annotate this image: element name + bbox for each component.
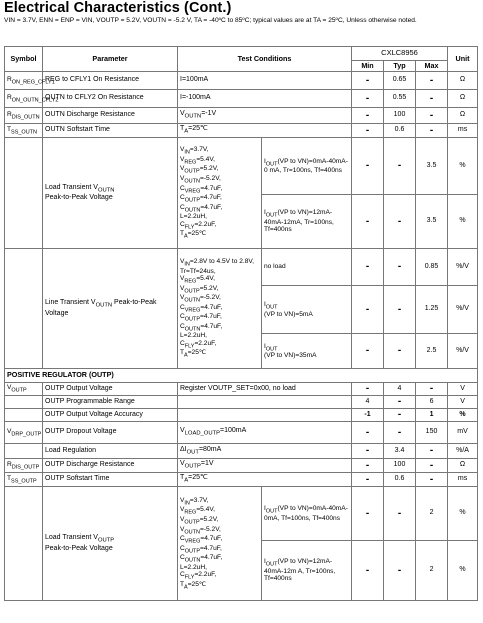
table-row bbox=[5, 422, 478, 444]
min-cell: - bbox=[352, 108, 384, 124]
test-condition-cell bbox=[178, 409, 352, 422]
test-condition-cell: $I_{OUT}(VP$ to VN)=0mA-40mA-0 mA, Tr=100ns, Tf=400ns bbox=[262, 138, 352, 195]
parameter-cell: OUTP Dropout Voltage bbox=[43, 422, 178, 444]
unit-cell: ms bbox=[448, 473, 478, 487]
max-cell: - bbox=[416, 124, 448, 138]
col-max: Max bbox=[416, 61, 448, 72]
parameter-cell: OUTP Discharge Resistance bbox=[43, 459, 178, 473]
min-cell: - bbox=[352, 473, 384, 487]
typ-cell: - bbox=[384, 409, 416, 422]
parameter-cell: OUTP Output Voltage bbox=[43, 383, 178, 396]
col-min: Min bbox=[352, 61, 384, 72]
max-cell: - bbox=[416, 108, 448, 124]
section-header-row bbox=[5, 369, 478, 383]
typ-cell: - bbox=[384, 138, 416, 195]
unit-cell: %/V bbox=[448, 286, 478, 334]
max-cell: - bbox=[416, 383, 448, 396]
table-row bbox=[5, 124, 478, 138]
typ-cell: - bbox=[384, 422, 416, 444]
symbol-cell bbox=[5, 249, 43, 369]
test-condition-cell: no load bbox=[262, 249, 352, 286]
test-condition-cell: $V_{LOAD\_OUTP}=100mA$ bbox=[178, 422, 352, 444]
min-cell: 4 bbox=[352, 396, 384, 409]
col-typ: Typ bbox=[384, 61, 416, 72]
min-cell: - bbox=[352, 422, 384, 444]
typ-cell: - bbox=[384, 487, 416, 541]
parameter-cell: Line Transient $V_{OUTN}$ Peak-to-Peak Voltage bbox=[43, 249, 178, 369]
unit-cell: V bbox=[448, 383, 478, 396]
symbol-cell: $V_{DRP\_OUTP}$ bbox=[5, 422, 43, 444]
table-row bbox=[5, 459, 478, 473]
max-cell: 3.5 bbox=[416, 195, 448, 249]
common-condition-cell: $V_{IN}=3.7V$, $V_{REG}=5.4V$, $V_{OUTP}=5.2V$, $V_{OUTN}=-5.2V$, $C_{VREG}=4.7uF$, $C_{OUTP}=4.7uF$, $C_{OUTN}=4.7uF$, L=2.2uH, $C_{FLY}=2.2uF$, $T_A=25℃$ bbox=[178, 487, 262, 601]
test-condition-cell: $T_A=25℃$ bbox=[178, 473, 352, 487]
parameter-cell: REG to CFLY1 On Resistance bbox=[43, 72, 178, 90]
min-cell: - bbox=[352, 334, 384, 369]
common-condition-cell: $V_{IN}=3.7V$, $V_{REG}=5.4V$, $V_{OUTP}=5.2V$, $V_{OUTN}=-5.2V$, $C_{VREG}=4.7uF$, $C_{OUTP}=4.7uF$, $C_{OUTN}=4.7uF$, L=2.2uH, $C_{FLY}=2.2uF$, $T_A=25℃$ bbox=[178, 138, 262, 249]
table-row bbox=[5, 249, 478, 286]
min-cell: - bbox=[352, 249, 384, 286]
unit-cell: % bbox=[448, 487, 478, 541]
col-parameter: Parameter bbox=[43, 47, 178, 72]
parameter-cell: OUTP Output Voltage Accuracy bbox=[43, 409, 178, 422]
max-cell: - bbox=[416, 72, 448, 90]
test-condition-cell bbox=[178, 396, 352, 409]
symbol-cell bbox=[5, 444, 43, 459]
col-symbol: Symbol bbox=[5, 47, 43, 72]
typ-cell: - bbox=[384, 396, 416, 409]
max-cell: 6 bbox=[416, 396, 448, 409]
table-row bbox=[5, 409, 478, 422]
test-condition-cell: I=-100mA bbox=[178, 90, 352, 108]
table-row bbox=[5, 473, 478, 487]
min-cell: - bbox=[352, 138, 384, 195]
table-row bbox=[5, 90, 478, 108]
max-cell: 3.5 bbox=[416, 138, 448, 195]
min-cell: - bbox=[352, 541, 384, 601]
symbol-cell: $V_{OUTP}$ bbox=[5, 383, 43, 396]
typ-cell: 100 bbox=[384, 459, 416, 473]
typ-cell: 0.65 bbox=[384, 72, 416, 90]
typ-cell: - bbox=[384, 286, 416, 334]
min-cell: -1 bbox=[352, 409, 384, 422]
test-condition-cell: $T_A=25℃$ bbox=[178, 124, 352, 138]
symbol-cell: $T_{SS\_OUTN}$ bbox=[5, 124, 43, 138]
unit-cell: %/V bbox=[448, 249, 478, 286]
unit-cell: % bbox=[448, 138, 478, 195]
symbol-cell bbox=[5, 138, 43, 249]
test-condition-cell: $\Delta I_{OUT}=80mA$ bbox=[178, 444, 352, 459]
max-cell: 2.5 bbox=[416, 334, 448, 369]
test-condition-cell: $I_{OUT}$ (VP to VN)=5mA bbox=[262, 286, 352, 334]
parameter-cell: Load Transient $V_{OUTP}$ Peak-to-Peak Voltage bbox=[43, 487, 178, 601]
typ-cell: - bbox=[384, 334, 416, 369]
max-cell: 0.85 bbox=[416, 249, 448, 286]
min-cell: - bbox=[352, 383, 384, 396]
electrical-characteristics-table bbox=[4, 46, 478, 601]
typ-cell: 0.6 bbox=[384, 473, 416, 487]
min-cell: - bbox=[352, 487, 384, 541]
unit-cell: Ω bbox=[448, 72, 478, 90]
table-row bbox=[5, 138, 478, 195]
table-row bbox=[5, 383, 478, 396]
min-cell: - bbox=[352, 90, 384, 108]
table-row bbox=[5, 396, 478, 409]
max-cell: - bbox=[416, 459, 448, 473]
max-cell: 2 bbox=[416, 487, 448, 541]
parameter-cell: OUTP Softstart Time bbox=[43, 473, 178, 487]
unit-cell: ms bbox=[448, 124, 478, 138]
min-cell: - bbox=[352, 124, 384, 138]
typ-cell: - bbox=[384, 195, 416, 249]
typ-cell: 4 bbox=[384, 383, 416, 396]
table-row bbox=[5, 108, 478, 124]
parameter-cell: Load Transient $V_{OUTN}$ Peak-to-Peak Voltage bbox=[43, 138, 178, 249]
col-unit: Unit bbox=[448, 47, 478, 72]
unit-cell: Ω bbox=[448, 90, 478, 108]
common-condition-cell: $V_{IN}=2.8V$ to 4.5V to 2.8V, Tr=Tf=24us, $V_{REG}=5.4V$, $V_{OUTP}=5.2V$, $V_{OUTN}=-5.2V$, $C_{VREG}=4.7uF$, $C_{OUTP}=4.7uF$, $C_{OUTN}=4.7uF$, L=2.2uH, $C_{FLY}=2.2uF$, $T_A=25℃$ bbox=[178, 249, 262, 369]
symbol-cell: $R_{ON\_REG\_CFLY1}$ bbox=[5, 72, 43, 90]
min-cell: - bbox=[352, 286, 384, 334]
symbol-cell bbox=[5, 396, 43, 409]
typ-cell: - bbox=[384, 541, 416, 601]
part-number: CXLC8956 bbox=[352, 47, 448, 61]
section-title: POSITIVE REGULATOR (OUTP) bbox=[5, 369, 478, 383]
table-header-row bbox=[5, 47, 478, 61]
test-condition-cell: $I_{OUT}$ (VP to VN)=35mA bbox=[262, 334, 352, 369]
typ-cell: 0.6 bbox=[384, 124, 416, 138]
symbol-cell: $R_{ON\_OUTN\_CFLY2}$ bbox=[5, 90, 43, 108]
max-cell: 2 bbox=[416, 541, 448, 601]
test-condition-cell: $I_{OUT}(VP$ to VN)=12mA-40mA-12m A, Tr=100ns, Tf=400ns bbox=[262, 541, 352, 601]
table-row bbox=[5, 444, 478, 459]
unit-cell: % bbox=[448, 541, 478, 601]
typ-cell: 3.4 bbox=[384, 444, 416, 459]
unit-cell: %/A bbox=[448, 444, 478, 459]
unit-cell: V bbox=[448, 396, 478, 409]
symbol-cell bbox=[5, 487, 43, 601]
max-cell: 1.25 bbox=[416, 286, 448, 334]
max-cell: 1 bbox=[416, 409, 448, 422]
typ-cell: 100 bbox=[384, 108, 416, 124]
symbol-cell: $R_{DIS\_OUTP}$ bbox=[5, 459, 43, 473]
min-cell: - bbox=[352, 444, 384, 459]
min-cell: - bbox=[352, 72, 384, 90]
test-condition-cell: $I_{OUT}(VP$ to VN)=12mA-40mA-12mA, Tr=100ns, Tf=400ns bbox=[262, 195, 352, 249]
col-test-conditions: Test Conditions bbox=[178, 47, 352, 72]
max-cell: - bbox=[416, 90, 448, 108]
unit-cell: Ω bbox=[448, 459, 478, 473]
typ-cell: 0.55 bbox=[384, 90, 416, 108]
test-condition-cell: $I_{OUT}(VP$ to VN)=0mA-40mA-0mA, Tf=100ns, Tf=400ns bbox=[262, 487, 352, 541]
max-cell: - bbox=[416, 444, 448, 459]
unit-cell: % bbox=[448, 195, 478, 249]
table-row bbox=[5, 72, 478, 90]
unit-cell: mV bbox=[448, 422, 478, 444]
parameter-cell: OUTN Discharge Resistance bbox=[43, 108, 178, 124]
min-cell: - bbox=[352, 195, 384, 249]
test-condition-cell: I=100mA bbox=[178, 72, 352, 90]
page-title: Electrical Characteristics (Cont.) bbox=[4, 0, 232, 16]
parameter-cell: OUTN Softstart Time bbox=[43, 124, 178, 138]
symbol-cell bbox=[5, 409, 43, 422]
symbol-cell: $T_{SS\_OUTP}$ bbox=[5, 473, 43, 487]
unit-cell: % bbox=[448, 409, 478, 422]
parameter-cell: Load Regulation bbox=[43, 444, 178, 459]
table-row bbox=[5, 487, 478, 541]
test-condition-cell: $V_{OUTP}=1V$ bbox=[178, 459, 352, 473]
symbol-cell: $R_{DIS\_OUTN}$ bbox=[5, 108, 43, 124]
unit-cell: %/V bbox=[448, 334, 478, 369]
test-condition-cell: $V_{OUTN}=-1V$ bbox=[178, 108, 352, 124]
unit-cell: Ω bbox=[448, 108, 478, 124]
min-cell: - bbox=[352, 459, 384, 473]
test-condition-cell: Register VOUTP_SET=0x00, no load bbox=[178, 383, 352, 396]
max-cell: - bbox=[416, 473, 448, 487]
test-conditions-note: VIN = 3.7V, ENN = ENP = VIN, VOUTP = 5.2V, VOUTN = -5.2 V, TA = -40ºC to 85ºC; typical values are at TA = 25ºC, Unless otherwise noted. bbox=[4, 17, 417, 24]
max-cell: 150 bbox=[416, 422, 448, 444]
typ-cell: - bbox=[384, 249, 416, 286]
parameter-cell: OUTP Programmable Range bbox=[43, 396, 178, 409]
parameter-cell: OUTN to CFLY2 On Resistance bbox=[43, 90, 178, 108]
